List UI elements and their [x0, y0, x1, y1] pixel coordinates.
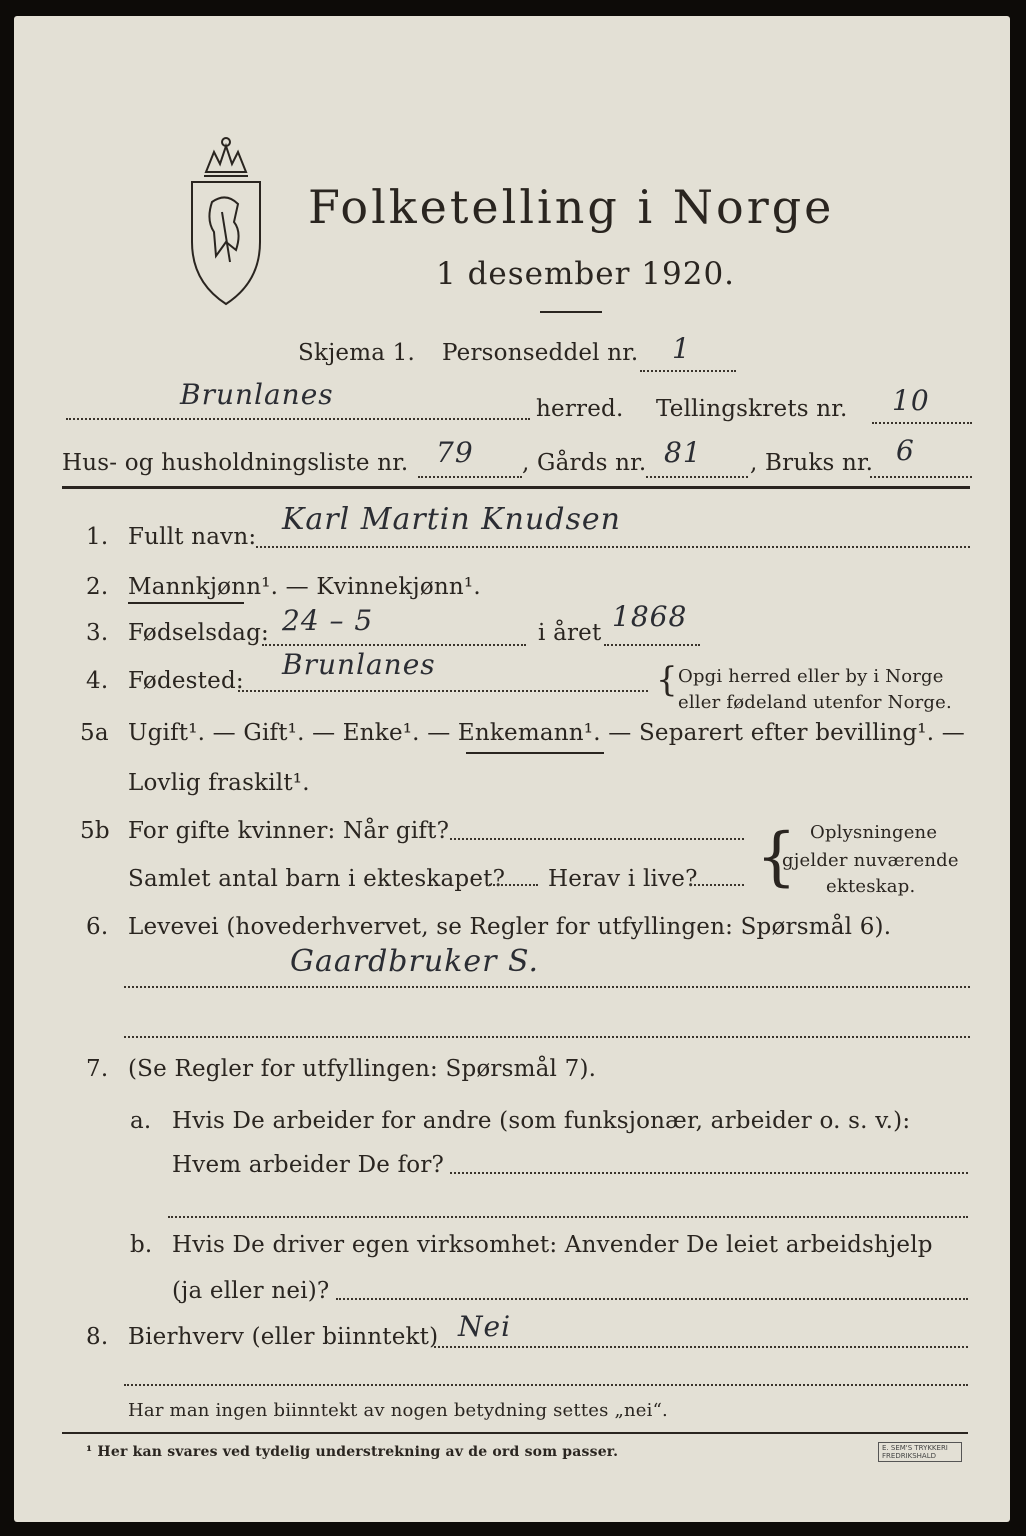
q5a-enkemann-underline — [466, 752, 604, 754]
q1-field-line — [256, 546, 970, 548]
q7-number: 7. — [86, 1056, 109, 1082]
q7-label: (Se Regler for utfyllingen: Spørsmål 7). — [128, 1056, 597, 1082]
q3-year-field-line — [604, 644, 700, 646]
tellingskrets-value: 10 — [892, 384, 930, 417]
footer-divider — [62, 1432, 968, 1434]
q1-value: Karl Martin Knudsen — [282, 502, 621, 537]
q8-field-line — [434, 1346, 968, 1348]
q2-mannkjonn-underline — [128, 602, 244, 604]
q3-number: 3. — [86, 620, 109, 646]
q7b-field-line — [336, 1298, 968, 1300]
bruks-field-line — [870, 476, 972, 478]
header-divider-thick — [62, 486, 970, 489]
q5b-label-line-3: Herav i live? — [548, 866, 698, 892]
q4-brace: { — [656, 660, 678, 700]
norwegian-coat-of-arms-emblem — [186, 132, 266, 312]
title-divider — [540, 311, 602, 313]
q5b-note-line-1: Oplysningene — [810, 822, 938, 843]
personseddel-field-line — [640, 370, 736, 372]
q5b-barn-field-line — [486, 884, 538, 886]
gards-field-line — [646, 476, 748, 478]
husliste-field-line — [418, 476, 522, 478]
husliste-value: 79 — [436, 436, 474, 469]
herred-label: herred. — [536, 396, 624, 422]
q4-number: 4. — [86, 668, 109, 694]
q4-field-line — [238, 690, 648, 692]
q6-value: Gaardbruker S. — [290, 944, 539, 979]
personseddel-value: 1 — [672, 332, 691, 365]
q8-label: Bierhverv (eller biinntekt) — [128, 1324, 439, 1350]
q3-year-value: 1868 — [612, 600, 688, 633]
q5b-note-line-2: gjelder nuværende — [782, 850, 959, 871]
q7b-label: Hvis De driver egen virksomhet: Anvender De leiet arbeidshjelp — [172, 1232, 933, 1258]
husliste-label: Hus- og husholdningsliste nr. — [62, 450, 409, 476]
q7b-label-line-2: (ja eller nei)? — [172, 1278, 330, 1304]
q5b-label-line-2: Samlet antal barn i ekteskapet? — [128, 866, 506, 892]
q8-value: Nei — [458, 1310, 512, 1343]
herred-field-line — [66, 418, 530, 420]
bruks-label: , Bruks nr. — [750, 450, 874, 476]
form-title: Folketelling i Norge — [308, 180, 835, 234]
q3-field-line — [262, 644, 526, 646]
q5b-number: 5b — [80, 818, 110, 844]
q7a-label: Hvis De arbeider for andre (som funksjonær, arbeider o. s. v.): — [172, 1108, 911, 1134]
q7a-field-line-2 — [168, 1216, 968, 1218]
q5b-label: For gifte kvinner: Når gift? — [128, 818, 450, 844]
personseddel-label: Personseddel nr. — [442, 340, 639, 366]
q3-label: Fødselsdag: — [128, 620, 269, 646]
q6-label: Levevei (hovederhvervet, se Regler for utfyllingen: Spørsmål 6). — [128, 914, 892, 940]
q1-number: 1. — [86, 524, 109, 550]
q7b-number: b. — [130, 1232, 153, 1258]
footnote: ¹ Her kan svares ved tydelig understrekning av de ord som passer. — [86, 1444, 619, 1460]
q5a-label-line-2: Lovlig fraskilt¹. — [128, 770, 310, 796]
herred-value: Brunlanes — [180, 378, 334, 411]
q2-label: Mannkjønn¹. — Kvinnekjønn¹. — [128, 574, 481, 600]
q5a-label: Ugift¹. — Gift¹. — Enke¹. — Enkemann¹. — Separert efter bevilling¹. — — [128, 720, 965, 746]
q5b-ilive-field-line — [690, 884, 744, 886]
bruks-value: 6 — [896, 434, 915, 467]
q8-field-line-2 — [124, 1384, 968, 1386]
q8-number: 8. — [86, 1324, 109, 1350]
tellingskrets-label: Tellingskrets nr. — [656, 396, 848, 422]
q1-label: Fullt navn: — [128, 524, 257, 550]
q6-field-line-1 — [124, 986, 970, 988]
q6-field-line-2 — [124, 1036, 970, 1038]
census-form-sheet — [14, 16, 1010, 1522]
q6-number: 6. — [86, 914, 109, 940]
q3-value: 24 – 5 — [282, 604, 374, 637]
gards-label: , Gårds nr. — [522, 450, 647, 476]
tellingskrets-field-line — [872, 422, 972, 424]
q4-note-line-1: Opgi herred eller by i Norge — [678, 666, 944, 687]
gards-value: 81 — [664, 436, 702, 469]
form-date: 1 desember 1920. — [436, 256, 736, 292]
q4-label: Fødested: — [128, 668, 244, 694]
printer-stamp: E. SEM'S TRYKKERI FREDRIKSHALD — [878, 1442, 962, 1462]
q7a-number: a. — [130, 1108, 152, 1134]
q4-value: Brunlanes — [282, 648, 436, 681]
q5a-number: 5a — [80, 720, 109, 746]
q5b-field-line — [450, 838, 744, 840]
q2-number: 2. — [86, 574, 109, 600]
q5b-brace: { — [756, 820, 797, 894]
q4-note-line-2: eller fødeland utenfor Norge. — [678, 692, 952, 713]
skjema-label: Skjema 1. — [298, 340, 416, 366]
q3-year-label: i året — [538, 620, 602, 646]
q5b-note-line-3: ekteskap. — [826, 876, 916, 897]
q7a-field-line-1 — [450, 1172, 968, 1174]
q7a-label-line-2: Hvem arbeider De for? — [172, 1152, 445, 1178]
footer-note: Har man ingen biinntekt av nogen betydning settes „nei“. — [128, 1400, 668, 1421]
